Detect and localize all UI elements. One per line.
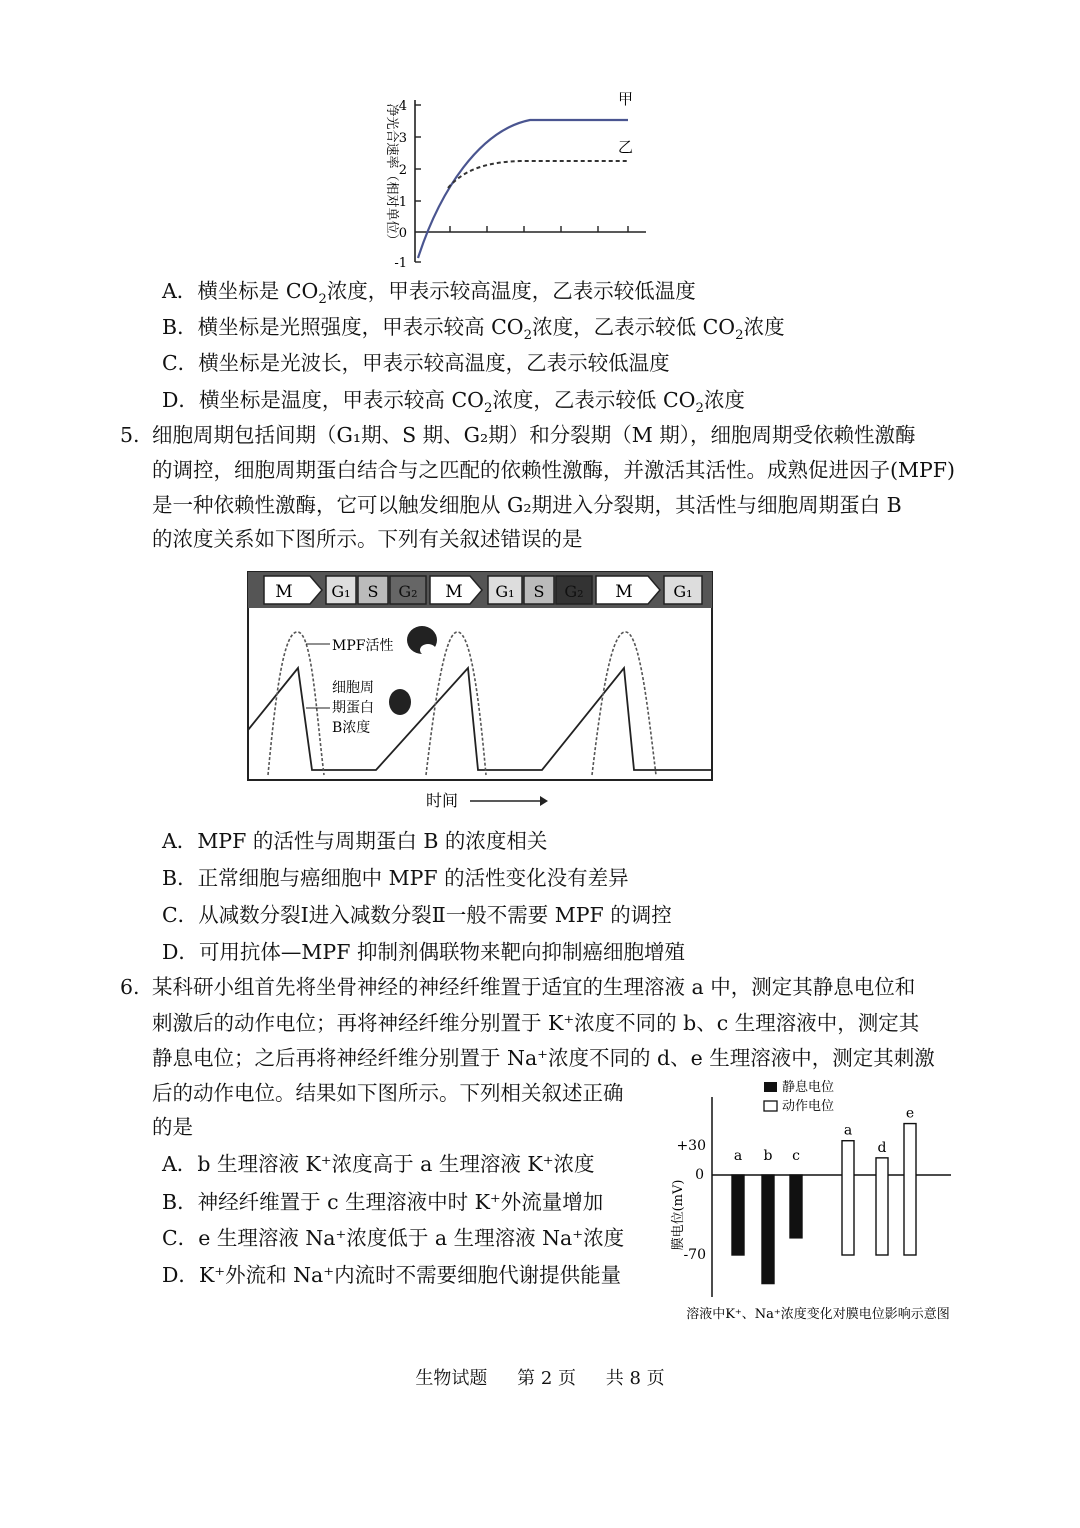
chart-y-label: 膜电位(mV) [671,1179,686,1251]
q4-option-a[interactable]: A．横坐标是 $CO_2$浓度，甲表示较高温度，乙表示较低温度 [162,279,696,308]
phase-m-2: M [445,582,463,602]
q5-option-b[interactable]: B．正常细胞与癌细胞中 MPF 的活性变化没有差异 [162,866,629,890]
cyclin-b-label-2: 期蛋白 [332,700,374,716]
bar-label-action-a: a [843,1122,853,1139]
phase-s-1: S [367,582,379,601]
phase-g2-2: G₂ [564,582,584,601]
bar-label-action-d: d [877,1139,887,1156]
q6-option-a[interactable]: A．b 生理溶液 K⁺浓度高于 a 生理溶液 K⁺浓度 [162,1152,595,1176]
q6-number: 6. [120,975,140,999]
y-tick-plus30: +30 [676,1138,706,1154]
bar-action-d [876,1158,888,1255]
q6-stem-line2: 刺激后的动作电位；再将神经纤维分别置于 K⁺浓度不同的 b、c 生理溶液中，测定其 [152,1011,920,1035]
series-yi-label: 乙 [618,138,634,156]
q6-stem-line4: 后的动作电位。结果如下图所示。下列相关叙述正确 [152,1081,624,1105]
mpf-activity-curve [268,632,656,775]
phase-g1-3: G₁ [673,582,693,601]
series-jia-curve [418,120,628,258]
series-jia-label: 甲 [618,90,634,108]
phase-g1-1: G₁ [331,582,351,601]
series-yi-curve [448,161,628,188]
bars-group [732,1106,916,1284]
bar-label-resting-b: b [763,1148,773,1164]
q6-option-c[interactable]: C．e 生理溶液 Na⁺浓度低于 a 生理溶液 Na⁺浓度 [162,1226,625,1250]
q6-stem-line5: 的是 [152,1115,193,1139]
cyclin-b-molecule-icon [389,689,411,715]
bar-action-e [904,1124,916,1255]
membrane-potential-chart [668,1075,973,1325]
q5-option-c[interactable]: C．从减数分裂Ⅰ进入减数分裂Ⅱ一般不需要 MPF 的调控 [162,903,672,927]
q6-stem-line1: 某科研小组首先将坐骨神经的神经纤维置于适宜的生理溶液 a 中，测定其静息电位和 [152,975,916,999]
y-tick-neg1: -1 [394,256,407,270]
phase-m-1: M [275,582,293,602]
y-axis-label: 净光合速率（相对单位） [384,103,399,247]
legend [764,1079,834,1114]
q5-option-a[interactable]: A．MPF 的活性与周期蛋白 B 的浓度相关 [162,829,548,853]
y-tick-3: 3 [398,131,407,146]
bar-label-resting-c: c [792,1148,800,1164]
y-tick-1: 1 [398,195,407,210]
footer-total: 共 8 页 [605,1368,665,1389]
q5-stem-line2: 的调控，细胞周期蛋白结合与之匹配的依赖性激酶，并激活其活性。成熟促进因子(MPF) [152,458,956,482]
footer-subject: 生物试题 [415,1368,488,1389]
bar-resting-b [762,1175,774,1284]
footer-page: 第 2 页 [517,1368,576,1389]
time-axis-label: 时间 [426,791,459,810]
q5-stem-line3: 是一种依赖性激酶，它可以触发细胞从 G₂期进入分裂期，其活性与细胞周期蛋白 B [152,493,902,517]
mpf-molecule-icon [407,626,437,656]
q5-stem-line4: 的浓度关系如下图所示。下列有关叙述错误的是 [152,527,583,551]
legend-action-swatch [764,1101,777,1111]
q5-number: 5. [120,423,140,447]
bar-label-action-e: e [905,1105,915,1122]
q5-stem-line1: 细胞周期包括间期（G₁期、S 期、G₂期）和分裂期（M 期），细胞周期受依赖性激酶 [152,423,916,447]
q6-option-b[interactable]: B．神经纤维置于 c 生理溶液中时 K⁺外流量增加 [162,1190,604,1214]
y-tick-minus70: -70 [683,1247,706,1263]
legend-resting-label: 静息电位 [782,1080,835,1095]
y-ticks [415,105,421,262]
phase-s-2: S [533,582,545,601]
legend-action-label: 动作电位 [782,1099,835,1114]
time-arrow-icon [470,796,548,806]
cell-cycle-figure [246,570,716,815]
page-footer [0,1364,1080,1390]
bar-resting-c [790,1175,802,1238]
y-tick-zero: 0 [695,1167,704,1183]
q4-option-b[interactable]: B．横坐标是光照强度，甲表示较高 $CO_2$浓度，乙表示较低 $CO_2$浓度 [162,315,785,344]
bar-label-resting-a: a [733,1148,743,1164]
cyclin-b-label-3: B浓度 [332,720,371,736]
bar-resting-a [732,1175,744,1255]
phase-m-3: M [615,582,633,602]
mpf-activity-label: MPF活性 [332,638,394,654]
bar-action-a [842,1141,854,1255]
legend-resting-swatch [764,1082,777,1092]
photosynthesis-figure [360,80,660,270]
q4-option-d[interactable]: D．横坐标是温度，甲表示较高 $CO_2$浓度，乙表示较低 $CO_2$浓度 [162,388,745,417]
phase-g2-1: G₂ [398,582,418,601]
y-tick-0: 0 [398,226,407,241]
cyclin-b-label-1: 细胞周 [332,680,374,696]
q6-stem-line3: 静息电位；之后再将神经纤维分别置于 Na⁺浓度不同的 d、e 生理溶液中，测定其刺激 [152,1046,935,1070]
q4-option-c[interactable]: C．横坐标是光波长，甲表示较高温度，乙表示较低温度 [162,351,670,375]
chart-caption: 溶液中K⁺、Na⁺浓度变化对膜电位影响示意图 [686,1307,950,1322]
y-tick-4: 4 [398,99,407,114]
q5-option-d[interactable]: D．可用抗体—MPF 抑制剂偶联物来靶向抑制癌细胞增殖 [162,940,685,964]
phase-g1-2: G₁ [495,582,515,601]
q6-option-d[interactable]: D．K⁺外流和 Na⁺内流时不需要细胞代谢提供能量 [162,1263,622,1287]
x-ticks [450,226,628,232]
y-tick-2: 2 [398,163,407,178]
